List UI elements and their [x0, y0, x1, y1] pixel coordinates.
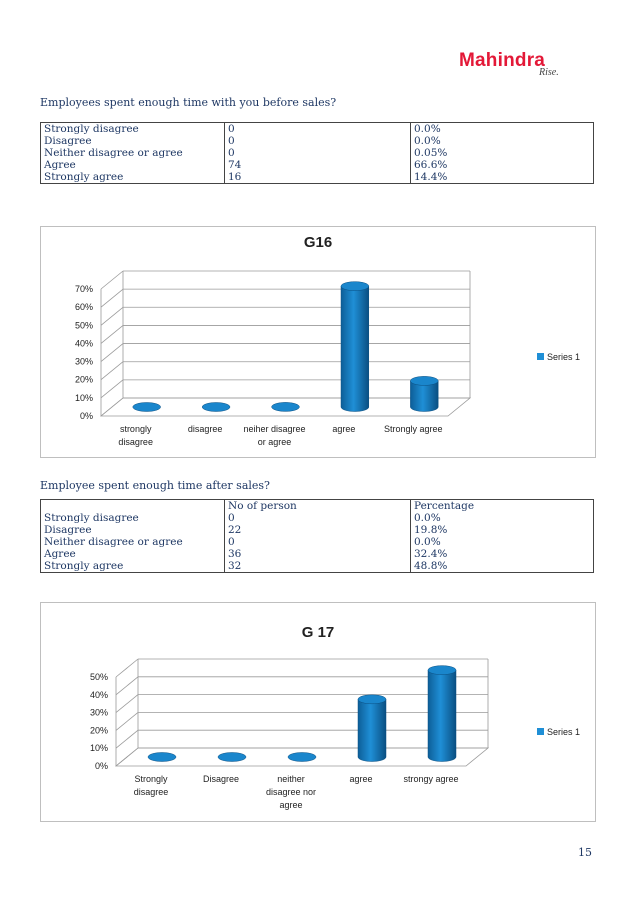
legend-label: Series 1	[547, 352, 581, 362]
y-tick-label: 0%	[94, 761, 108, 771]
bar-top	[428, 666, 456, 675]
gridline-side	[101, 325, 123, 343]
y-tick-label: 30%	[89, 707, 108, 718]
gridline-side	[101, 289, 123, 307]
y-tick-label: 0%	[79, 411, 93, 421]
row-percentage: 66.6%	[411, 159, 594, 171]
legend-swatch	[537, 353, 544, 360]
mahindra-logo	[455, 50, 595, 82]
table-before-sales	[40, 122, 594, 184]
gridline-side	[116, 712, 138, 730]
row-count: 36	[225, 548, 411, 560]
y-tick-label: 10%	[89, 743, 108, 754]
header-percentage: Percentage	[411, 500, 594, 513]
row-label: Neither disagree or agree	[41, 147, 225, 159]
bar	[428, 670, 456, 761]
x-category-label: Strongly	[134, 774, 168, 784]
bar-top	[272, 402, 300, 411]
y-tick-label: 50%	[89, 672, 108, 682]
gridline-side	[116, 659, 138, 677]
y-tick-label: 70%	[74, 284, 93, 294]
gridline-side	[101, 344, 123, 362]
row-percentage: 0.0%	[411, 512, 594, 524]
row-percentage: 48.8%	[411, 560, 594, 573]
row-label: Agree	[41, 548, 225, 560]
y-tick-label: 60%	[74, 302, 93, 313]
gridline-side	[101, 271, 123, 289]
x-category-label: disagree	[118, 437, 153, 447]
y-tick-label: 10%	[74, 392, 93, 403]
question-after-sales: Employee spent enough time after sales?	[40, 479, 270, 492]
row-count: 0	[225, 147, 411, 159]
bar-top	[202, 403, 230, 412]
page-number: 15	[578, 846, 592, 859]
table-row	[41, 171, 594, 184]
table-row	[41, 524, 594, 536]
logo-brand: Mahindra	[459, 50, 546, 71]
logo-tagline: Rise.	[539, 67, 559, 78]
table-row	[41, 560, 594, 573]
x-category-label: Strongly agree	[384, 424, 443, 434]
bar-top	[148, 753, 176, 762]
bar-top	[410, 376, 438, 385]
x-category-label: agree	[279, 800, 303, 810]
row-label: Disagree	[41, 524, 225, 536]
bar-top	[218, 753, 246, 762]
table-header-row	[41, 500, 594, 513]
x-category-label: strongy agree	[403, 774, 459, 784]
header-no-of-person: No of person	[225, 500, 411, 513]
x-category-label: disagree nor	[265, 787, 317, 797]
x-category-label: neiher disagree	[243, 424, 306, 434]
table-row	[41, 147, 594, 159]
table-row	[41, 536, 594, 548]
legend-label: Series 1	[547, 727, 581, 737]
row-label: Neither disagree or agree	[41, 536, 225, 548]
row-percentage: 0.05%	[411, 147, 594, 159]
row-count: 0	[225, 512, 411, 524]
y-tick-label: 20%	[74, 374, 93, 385]
legend-swatch	[537, 728, 544, 735]
x-category-label: disagree	[187, 424, 223, 434]
row-percentage: 32.4%	[411, 548, 594, 560]
row-count: 32	[225, 560, 411, 573]
row-percentage: 14.4%	[411, 171, 594, 184]
x-category-label: Disagree	[202, 774, 240, 784]
row-label: Strongly disagree	[41, 123, 225, 136]
row-count: 16	[225, 171, 411, 184]
row-label: Strongly agree	[41, 560, 225, 573]
chart-g17-svg	[41, 603, 595, 821]
row-count: 74	[225, 159, 411, 171]
x-category-label: agree	[332, 424, 356, 434]
gridline-side	[116, 730, 138, 748]
table-row	[41, 123, 594, 136]
gridline-side	[101, 362, 123, 380]
y-tick-label: 40%	[89, 689, 108, 700]
row-label: Agree	[41, 159, 225, 171]
x-category-label: strongly	[119, 424, 152, 434]
bar-top	[341, 282, 369, 291]
table-row	[41, 135, 594, 147]
table-row	[41, 512, 594, 524]
y-tick-label: 30%	[74, 356, 93, 367]
header-empty	[41, 500, 225, 513]
row-count: 22	[225, 524, 411, 536]
chart-title: G16	[303, 234, 333, 251]
row-percentage: 19.8%	[411, 524, 594, 536]
chart-g17	[40, 602, 596, 822]
bar-top	[288, 753, 316, 762]
bar-top	[133, 403, 161, 412]
table-after-sales	[40, 499, 594, 573]
y-tick-label: 50%	[74, 320, 93, 331]
x-category-label: neither	[277, 774, 305, 784]
gridline-side	[116, 695, 138, 713]
table-row	[41, 548, 594, 560]
chart-g16-svg	[41, 227, 595, 457]
y-tick-label: 20%	[89, 725, 108, 736]
x-category-label: or agree	[257, 437, 292, 447]
chart-g16	[40, 226, 596, 458]
gridline-side	[101, 307, 123, 325]
row-percentage: 0.0%	[411, 536, 594, 548]
gridline-side	[116, 677, 138, 695]
row-percentage: 0.0%	[411, 135, 594, 147]
row-label: Strongly agree	[41, 171, 225, 184]
x-category-label: agree	[349, 774, 373, 784]
question-before-sales: Employees spent enough time with you before sales?	[40, 96, 337, 109]
row-count: 0	[225, 135, 411, 147]
y-tick-label: 40%	[74, 338, 93, 349]
gridline-side	[101, 380, 123, 398]
x-category-label: disagree	[133, 787, 169, 797]
bar-top	[358, 695, 386, 704]
row-label: Strongly disagree	[41, 512, 225, 524]
bar	[358, 699, 386, 761]
row-percentage: 0.0%	[411, 123, 594, 136]
row-count: 0	[225, 123, 411, 136]
bar	[341, 286, 369, 411]
chart-title: G 17	[301, 624, 335, 641]
row-label: Disagree	[41, 135, 225, 147]
row-count: 0	[225, 536, 411, 548]
table-row	[41, 159, 594, 171]
